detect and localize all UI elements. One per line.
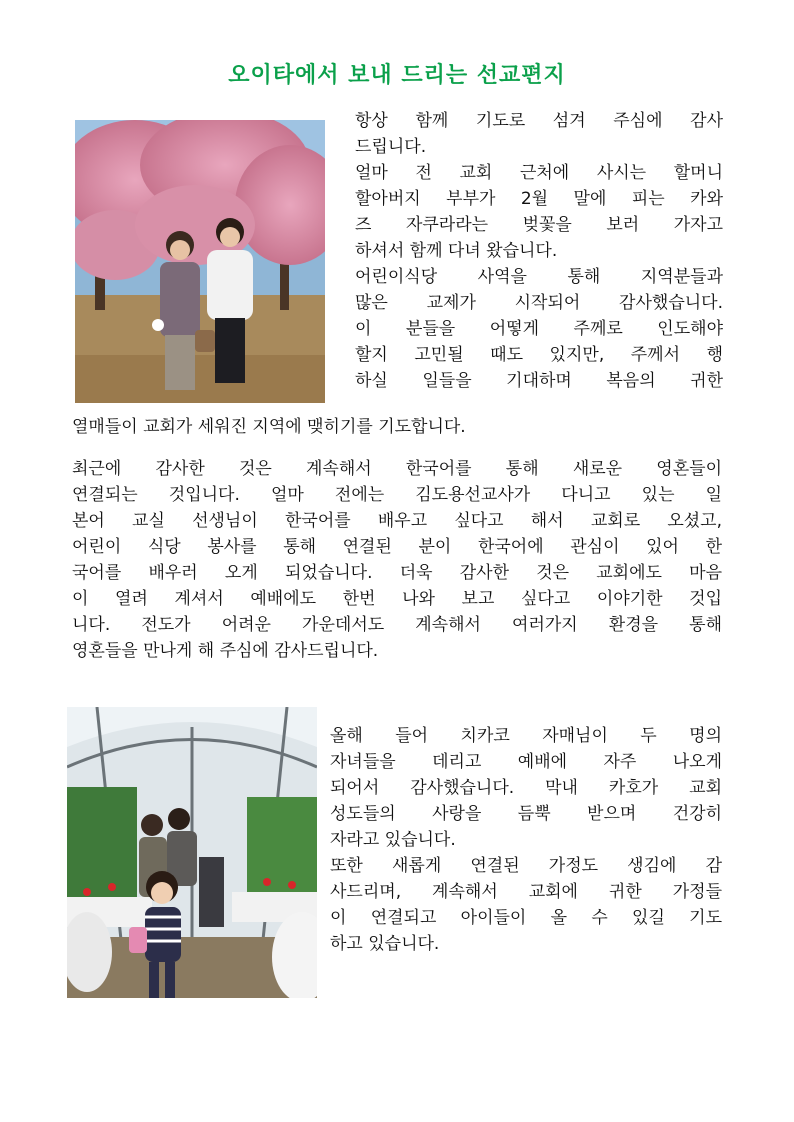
text-line: 본어 교실 선생님이 한국어를 배우고 싶다고 해서 교회로 오셨고, [72, 511, 722, 531]
text-line: 영혼들을 만나게 해 주심에 감사드립니다. [72, 641, 379, 661]
text-line: 올해 들어 치카코 자매님이 두 명의 [330, 726, 722, 746]
text-line: 자녀들을 데리고 예배에 자주 나오게 [330, 752, 722, 772]
text-line: 많은 교제가 시작되어 감사했습니다. [355, 293, 723, 313]
text-line: 어린이식당 사역을 통해 지역분들과 [355, 267, 723, 287]
text-line: 이 연결되고 아이들이 올 수 있길 기도 [330, 908, 722, 928]
text-line: 이 분들을 어떻게 주께로 인도해야 [355, 319, 723, 339]
text-line: 되어서 감사했습니다. 막내 카호가 교회 [330, 778, 722, 798]
text-line: 니다. 전도가 어려운 가운데서도 계속해서 여러가지 환경을 통해 [72, 615, 722, 635]
paragraph-3 [330, 723, 722, 957]
paragraph-1 [355, 108, 723, 394]
paragraph-2 [72, 456, 722, 664]
text-line: 하실 일들을 기대하며 복음의 귀한 [355, 371, 723, 391]
strawberry-farm-photo [67, 707, 317, 998]
text-line: 자라고 있습니다. [330, 830, 456, 850]
cherry-blossom-photo [75, 120, 325, 403]
text-line: 하고 있습니다. [330, 934, 440, 954]
text-line: 최근에 감사한 것은 계속해서 한국어를 통해 새로운 영혼들이 [72, 459, 722, 479]
text-line: 할아버지 부부가 2월 말에 피는 카와 [355, 189, 723, 209]
text-line: 어린이 식당 봉사를 통해 연결된 분이 한국어에 관심이 있어 한 [72, 537, 722, 557]
text-line: 얼마 전 교회 근처에 사시는 할머니 [355, 163, 723, 183]
paragraph-1-tail [72, 414, 732, 440]
text-line: 열매들이 교회가 세워진 지역에 맺히기를 기도합니다. [72, 417, 466, 437]
text-line: 즈 자쿠라라는 벚꽃을 보러 가자고 [355, 215, 723, 235]
text-line: 사드리며, 계속해서 교회에 귀한 가정들 [330, 882, 722, 902]
text-line: 연결되는 것입니다. 얼마 전에는 김도용선교사가 다니고 있는 일 [72, 485, 722, 505]
text-line: 드립니다. [355, 137, 427, 157]
page-title: 오이타에서 보내 드리는 선교편지 [228, 63, 566, 88]
text-line: 항상 함께 기도로 섬겨 주심에 감사 [355, 111, 723, 131]
text-line: 성도들의 사랑을 듬뿍 받으며 건강히 [330, 804, 722, 824]
text-line: 할지 고민될 때도 있지만, 주께서 행 [355, 345, 723, 365]
text-line: 하셔서 함께 다녀 왔습니다. [355, 241, 558, 261]
text-line: 이 열려 계셔서 예배에도 한번 나와 보고 싶다고 이야기한 것입 [72, 589, 722, 609]
text-line: 국어를 배우러 오게 되었습니다. 더욱 감사한 것은 교회에도 마음 [72, 563, 722, 583]
text-line: 또한 새롭게 연결된 가정도 생김에 감 [330, 856, 722, 876]
